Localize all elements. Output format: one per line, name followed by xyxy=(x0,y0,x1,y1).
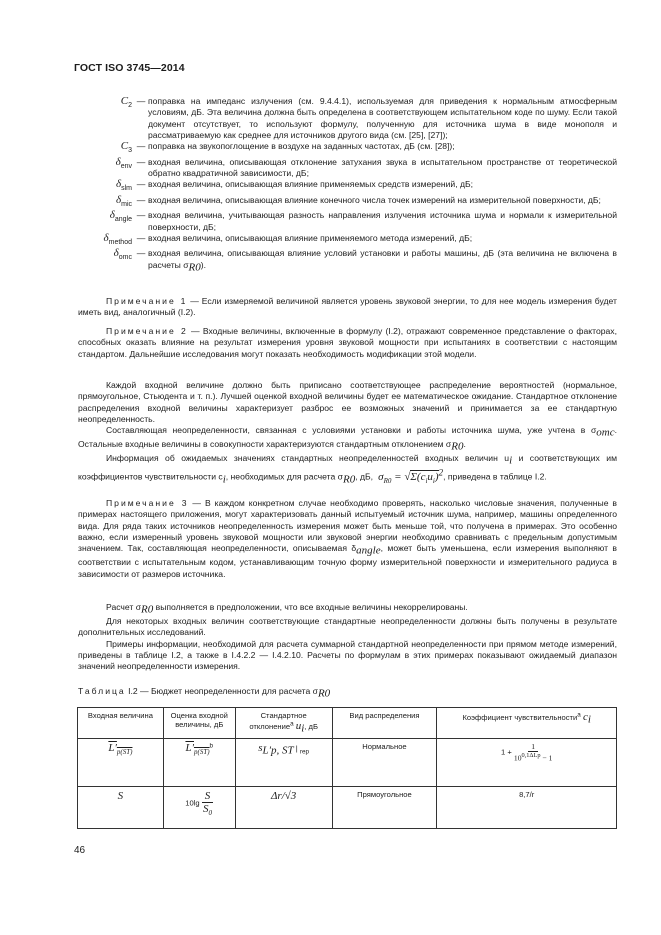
page-header: ГОСТ ISO 3745—2014 xyxy=(74,62,185,74)
table-cell: 10lg $\frac{S}{S_0}$ xyxy=(163,786,235,828)
definition-item: $\delta_{angle}$ — входная величина, учитывающая разность направления излучения источника шума и нормали к измерительной поверхности, дБ; xyxy=(109,209,617,232)
definition-item: $\delta_{method}$ — входная величина, описывающая влияние применяемого метода измерений, дБ; xyxy=(103,231,473,247)
table-row xyxy=(78,786,617,828)
definitions-list xyxy=(92,96,617,274)
table-header-cell: Входная величина xyxy=(78,708,164,739)
page-number: 46 xyxy=(74,845,86,856)
definition-item: $\delta_{slm}$ — входная величина, описывающая влияние применяемых средств измерений, дБ; xyxy=(115,178,474,193)
definition-item: $\delta_{mic}$ — входная величина, описывающая влияние конечного числа точек измерений на измерительной поверхности, дБ; xyxy=(115,193,601,208)
table-cell: 1 + $\frac{1}{10^{0,1\Delta Lp} - 1}$ xyxy=(437,738,617,786)
table-header-cell: Вид распределения xyxy=(332,708,437,739)
definition-item: $\delta_{omc}$ — входная величина, описывающая влияние условий установки и работы машины, дБ (эта величина не включена в расчеты $\sigma_{R0}$). xyxy=(113,247,617,274)
closing-paragraphs: Расчет $\sigma_{R0}$ выполняется в предположении, что все входные величины некоррелированы. Для некоторых входных величин соответствующие стандартные неопределенности должны быть получены в результате дополнительных исследований. Примеры информации, необходимой для расчета суммарной стандартной неопределенности при прямом методе измерений, приведены в таблице I.2, а также в I.4.2.2 — I.4.2.10. Расчеты по формулам в этих примерах показывают ожидаемый диапазон значений неопределенности измерения. xyxy=(78,602,617,672)
table-cell: 8,7/r xyxy=(437,786,617,828)
table-row xyxy=(78,738,617,786)
table-header-row xyxy=(78,708,617,739)
table-cell: Нормальное xyxy=(332,738,437,786)
table-caption: Таблица I.2 — Бюджет неопределенности для расчета $\sigma_{R0}$ xyxy=(78,686,331,700)
definition-item: $C_3$ — поправка на звукопоглощение в воздухе на заданных частотах, дБ (см. [28]); xyxy=(120,140,455,155)
note-2: Примечание 2 — Входные величины, включенные в формулу (I.2), отражают современное представление о факторах, способных оказать влияние на результат измерения уровня звуковой мощности при испытаниях в соответствии с настоящим стандартом. Дальнейшие исследования могут показать необходимость модификации этой модели. xyxy=(78,326,617,359)
sigma-formula: $\sigma_{R0} = √\Sigma(c_iu_i)^2$ xyxy=(378,467,444,486)
table-header-cell: Стандартное отклонение$^a$ $u_i$, дБ xyxy=(235,708,332,739)
uncertainty-table xyxy=(77,707,617,829)
table-cell: S xyxy=(78,786,164,828)
table-header-cell: Оценка входной величины, дБ xyxy=(163,708,235,739)
table-header-cell: Коэффициент чувствительности$^a$ $c_i$ xyxy=(437,708,617,739)
body-paragraphs: Каждой входной величине должно быть приписано соответствующее распределение вероятностей (нормальное, прямоугольное, Стьюдента и т. п.). Лучшей оценкой входной величины будет ее математическое ожидание. Стандартное отклонение распределения входной величины характеризует разброс ее возможных значений и принимается за ее стандартную неопределенность. Составляющая неопределенности, связанная с условиями установки и работы источника шума, уже учтена в $\sigma_{omc}$. Остальные входные величины в совокупности характеризуются стандартным отклонением $\sigma_{R0}$. Информация об ожидаемых значениях стандартных неопределенностей входных величин $u_i$ и соответствующих им коэффициентов чувствительности $c_i$, необходимых для расчета $\sigma_{R0}$, дБ, $\sigma_{R0} = √\Sigma(c_iu_i)^2$, приведена в таблице I.2. xyxy=(78,380,617,486)
table-cell: $s_{L'p, ST}$ | $_{rep}$ xyxy=(235,738,332,786)
table-cell: Прямоугольное xyxy=(332,786,437,828)
note-1: Примечание 1 — Если измеряемой величиной является уровень звуковой энергии, то для нее модель измерения будет иметь вид, аналогичный (I.2). xyxy=(78,296,617,318)
definition-item: $C_2$ — поправка на импеданс излучения (см. 9.4.4.1), используемая для приведения к нормальным атмосферным условиям, дБ. Эта величина должна быть определена в соответствующем испытательном коде по шуму. Если такой документ отсутствует, то используют формулу, полученную для источника шума в виде монополя и рассматриваемую как среднее для источников другого вида (см. [25], [27]); xyxy=(120,95,617,140)
table-cell: $L'_{p(ST)}^b$ xyxy=(163,738,235,786)
definition-item: $\delta_{env}$ — входная величина, описывающая отклонение затухания звука в испытательном пространстве от теоретической обратно квадратичной зависимости, дБ; xyxy=(115,155,617,178)
table-cell: Δr/√3 xyxy=(235,786,332,828)
note-3: Примечание 3 — В каждом конкретном случае необходимо проверять, насколько числовые значения, полученные в примерах настоящего приложения, могут характеризовать данный испытуемый источник шума, например, машины определенного вида. Для ряда таких источников неопределенность измерения может быть меньше той, что получена в примерах. Это особенно важно, если измеренный уровень звуковой мощности или звуковой энергии необходимо сравнивать с предельным допустимым значением. Так, составляющая неопределенности, описываемая $\delta_{angle}$, может быть уменьшена, если измерения выполняют в соответствии с испытательным кодом, устанавливающим точную форму измерительной поверхности и измерительного радиуса в зависимости от размеров источника. xyxy=(78,498,617,579)
table-cell: $L'_{p(ST)}$ xyxy=(78,738,164,786)
